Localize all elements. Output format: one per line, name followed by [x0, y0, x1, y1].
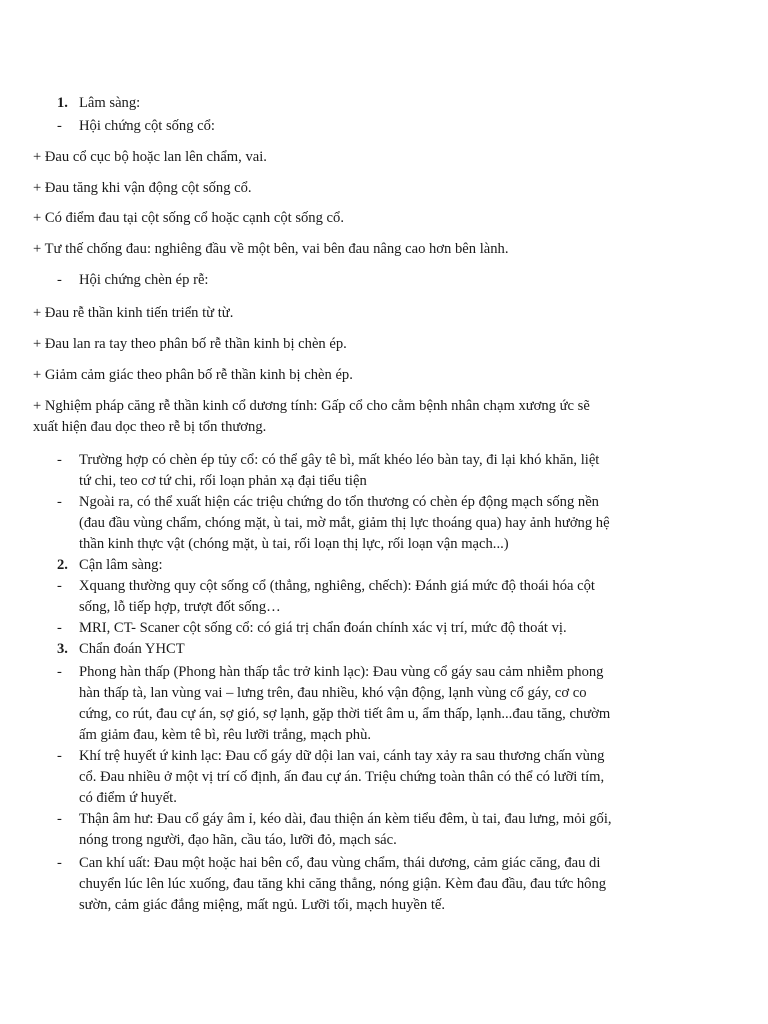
section-title: Lâm sàng:: [79, 95, 141, 111]
bullet-line: có điểm ứ huyết.: [79, 790, 177, 806]
bullet-line: nóng trong người, đạo hãn, cầu táo, lưỡi đỏ, mạch sác.: [79, 832, 397, 848]
bullet-line: Khí trệ huyết ứ kinh lạc: Đau cổ gáy dữ dội lan vai, cánh tay xảy ra sau thương chấn vùng: [79, 748, 605, 764]
list-item: + Đau lan ra tay theo phân bố rễ thần kinh bị chèn ép.: [33, 336, 347, 352]
bullet-line: chuyển lúc lên lúc xuống, đau tăng khi căng thẳng, nóng giận. Kèm đau đầu, đau tức hông: [79, 876, 607, 892]
list-dash: -: [57, 620, 62, 636]
list-item: + Tư thế chống đau: nghiêng đầu về một bên, vai bên đau nâng cao hơn bên lành.: [33, 241, 509, 257]
list-dash: -: [57, 272, 62, 288]
list-dash: -: [57, 578, 62, 594]
list-dash: -: [57, 855, 62, 871]
bullet-line: Can khí uất: Đau một hoặc hai bên cổ, đau vùng chẩm, thái dương, cảm giác căng, đau di: [79, 855, 601, 871]
bullet-line: Trường hợp có chèn ép tủy cổ: có thể gây tê bì, mất khéo léo bàn tay, đi lại khó khăn, liệt: [79, 452, 600, 468]
list-item: + Đau cổ cục bộ hoặc lan lên chẩm, vai.: [33, 149, 267, 165]
subsection-title: Hội chứng cột sống cổ:: [79, 118, 215, 134]
section-title: Chẩn đoán YHCT: [79, 641, 185, 657]
bullet-line: Thận âm hư: Đau cổ gáy âm ỉ, kéo dài, đau thiện án kèm tiểu đêm, ù tai, đau lưng, mỏi gối,: [79, 811, 612, 827]
bullet-line: Phong hàn thấp (Phong hàn thấp tắc trở kinh lạc): Đau vùng cổ gáy sau cảm nhiễm phong: [79, 664, 604, 680]
list-dash: -: [57, 811, 62, 827]
bullet-line: cứng, co rút, đau cự án, sợ gió, sợ lạnh, gặp thời tiết âm u, ẩm thấp, lạnh...đau tăng, chườm: [79, 706, 611, 722]
list-item: + Đau rễ thần kinh tiến triển từ từ.: [33, 305, 234, 321]
list-dash: -: [57, 664, 62, 680]
list-dash: -: [57, 748, 62, 764]
section-number: 1.: [57, 95, 68, 111]
bullet-line: tứ chi, teo cơ tứ chi, rối loạn phản xạ đại tiểu tiện: [79, 473, 367, 489]
bullet-line: (đau đầu vùng chẩm, chóng mặt, ù tai, mờ mắt, giảm thị lực thoáng qua) hay ảnh hưởng hệ: [79, 515, 610, 531]
bullet-line: Xquang thường quy cột sống cổ (thẳng, nghiêng, chếch): Đánh giá mức độ thoái hóa cột: [79, 578, 595, 594]
bullet-line: sống, lỗ tiếp hợp, trượt đốt sống…: [79, 599, 281, 615]
section-number: 2.: [57, 557, 68, 573]
list-item: + Nghiệm pháp căng rễ thần kinh cổ dương tính: Gấp cổ cho cằm bệnh nhân chạm xương ức sẽ: [33, 398, 590, 414]
bullet-line: thần kinh thực vật (chóng mặt, ù tai, rối loạn thị lực, rối loạn vận mạch...): [79, 536, 509, 552]
list-item: + Đau tăng khi vận động cột sống cổ.: [33, 180, 252, 196]
list-item: + Giảm cảm giác theo phân bố rễ thần kinh bị chèn ép.: [33, 367, 353, 383]
subsection-title: Hội chứng chèn ép rễ:: [79, 272, 209, 288]
bullet-line: ấm giảm đau, kèm tê bì, rêu lưỡi trắng, mạch phù.: [79, 727, 372, 743]
section-title: Cận lâm sàng:: [79, 557, 163, 573]
bullet-line: MRI, CT- Scaner cột sống cổ: có giá trị chẩn đoán chính xác vị trí, mức độ thoát vị.: [79, 620, 567, 636]
bullet-line: Ngoài ra, có thể xuất hiện các triệu chứng do tổn thương có chèn ép động mạch sống nền: [79, 494, 599, 510]
list-dash: -: [57, 118, 62, 134]
list-item-continuation: xuất hiện đau dọc theo rễ bị tổn thương.: [33, 419, 267, 435]
bullet-line: cổ. Đau nhiều ở một vị trí cố định, ấn đau cự án. Triệu chứng toàn thân có thể có lưỡi tím,: [79, 769, 605, 785]
section-number: 3.: [57, 641, 68, 657]
bullet-line: sườn, cảm giác đắng miệng, mất ngủ. Lưỡi tối, mạch huyền tế.: [79, 897, 446, 913]
list-dash: -: [57, 452, 62, 468]
bullet-line: hàn thấp tà, lan vùng vai – lưng trên, đau nhiều, khó vận động, lạnh vùng cổ gáy, cơ co: [79, 685, 587, 701]
list-item: + Có điểm đau tại cột sống cổ hoặc cạnh cột sống cổ.: [33, 210, 344, 226]
list-dash: -: [57, 494, 62, 510]
